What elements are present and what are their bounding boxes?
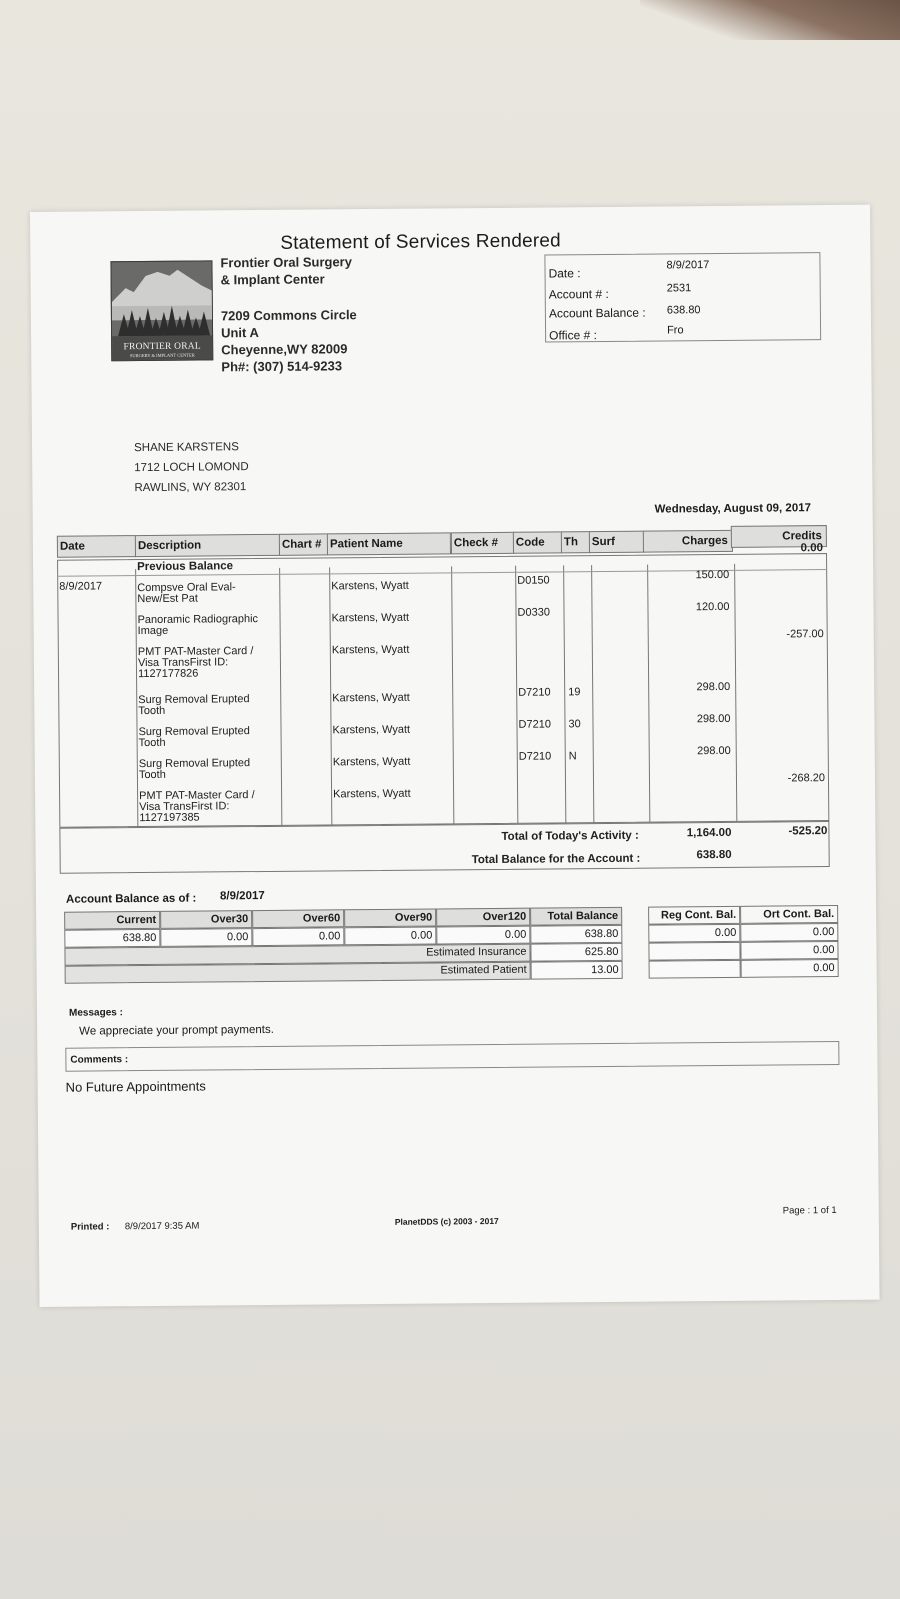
aging-header-total-balance: Total Balance bbox=[530, 907, 622, 926]
header-credits: Credits bbox=[731, 525, 827, 548]
row-code: D0330 bbox=[517, 606, 550, 619]
row-description: Visa TransFirst ID: bbox=[137, 656, 229, 670]
clinic-unit: Unit A bbox=[220, 325, 259, 341]
row-description: Surg Removal Erupted bbox=[138, 693, 250, 707]
row-tooth: 30 bbox=[568, 718, 581, 731]
aging-header-over30: Over30 bbox=[160, 910, 252, 929]
logo-subtext: SURGERY & IMPLANT CENTER bbox=[129, 352, 195, 359]
account-info-box bbox=[544, 252, 821, 342]
aging-header-over120: Over120 bbox=[436, 908, 530, 927]
row-code: D7210 bbox=[518, 750, 552, 763]
statement-date: Wednesday, August 09, 2017 bbox=[654, 502, 812, 516]
account-value: 2531 bbox=[666, 282, 692, 295]
row-patient-name: Karstens, Wyatt bbox=[332, 723, 411, 737]
balance-value: 638.80 bbox=[666, 304, 701, 317]
date-label: Date : bbox=[548, 266, 581, 281]
row-charges: 150.00 bbox=[695, 568, 730, 582]
header-code: Code bbox=[513, 531, 563, 553]
reg-cont-header: Reg Cont. Bal. bbox=[648, 906, 740, 925]
row-code: D0150 bbox=[517, 574, 550, 587]
patient-street: 1712 LOCH LOMOND bbox=[134, 461, 249, 475]
row-description: Surg Removal Erupted bbox=[138, 757, 251, 771]
row-description: New/Est Pat bbox=[137, 592, 198, 606]
aging-over90: 0.00 bbox=[344, 926, 436, 945]
row-description: PMT PAT-Master Card / bbox=[139, 789, 255, 803]
header-th: Th bbox=[561, 531, 591, 553]
aging-header-over90: Over90 bbox=[344, 908, 436, 927]
header-chart: Chart # bbox=[279, 533, 329, 555]
aging-header-over60: Over60 bbox=[252, 909, 344, 928]
est-patient-value: 13.00 bbox=[531, 961, 623, 980]
row-description: Tooth bbox=[138, 736, 166, 750]
previous-balance-label: Previous Balance bbox=[137, 560, 234, 574]
row-tooth: 19 bbox=[568, 686, 581, 699]
row-credits: -268.20 bbox=[787, 772, 826, 785]
row-patient-name: Karstens, Wyatt bbox=[331, 643, 410, 657]
statement-page bbox=[30, 205, 880, 1307]
header-charges: Charges bbox=[643, 530, 733, 553]
transactions-table bbox=[57, 523, 828, 867]
total-activity-charges: 1,164.00 bbox=[686, 826, 732, 840]
patient-city: RAWLINS, WY 82301 bbox=[134, 481, 247, 495]
previous-balance-value: 0.00 bbox=[800, 542, 824, 555]
ort-cont-extra-2: 0.00 bbox=[741, 959, 839, 978]
header-description: Description bbox=[135, 534, 281, 557]
office-label: Office # : bbox=[549, 328, 597, 343]
row-credits: -257.00 bbox=[786, 628, 824, 641]
est-insurance-value: 625.80 bbox=[530, 943, 622, 962]
row-code: D7210 bbox=[518, 718, 551, 731]
printed-value: 8/9/2017 9:35 AM bbox=[124, 1220, 200, 1233]
comments-box: Comments : bbox=[65, 1041, 839, 1072]
total-balance-label: Total Balance for the Account : bbox=[471, 852, 641, 867]
printed-label: Printed : bbox=[70, 1221, 110, 1233]
page-number: Page : 1 of 1 bbox=[782, 1204, 837, 1217]
aging-over60: 0.00 bbox=[252, 927, 344, 946]
date-value: 8/9/2017 bbox=[666, 259, 710, 272]
row-description: 1127197385 bbox=[139, 811, 200, 825]
clinic-logo bbox=[110, 260, 213, 361]
row-code: D7210 bbox=[518, 686, 551, 699]
software-credit: PlanetDDS (c) 2003 - 2017 bbox=[394, 1215, 499, 1227]
row-description: Panoramic Radiographic bbox=[137, 613, 259, 627]
desk-background bbox=[640, 0, 900, 40]
row-description: Tooth bbox=[138, 704, 166, 718]
aging-total-balance: 638.80 bbox=[530, 925, 622, 944]
logo-text: FRONTIER ORAL bbox=[123, 341, 201, 353]
header-date: Date bbox=[57, 535, 137, 558]
est-insurance-label: Estimated Insurance bbox=[426, 945, 527, 959]
row-patient-name: Karstens, Wyatt bbox=[333, 787, 411, 801]
statement-title: Statement of Services Rendered bbox=[280, 230, 561, 254]
row-description: Compsve Oral Eval- bbox=[137, 581, 236, 595]
aging-label: Account Balance as of : bbox=[65, 892, 197, 906]
table-header bbox=[57, 523, 827, 556]
total-balance-value: 638.80 bbox=[696, 848, 732, 862]
messages-label: Messages : bbox=[68, 1007, 123, 1019]
reg-cont-value: 0.00 bbox=[648, 924, 740, 943]
row-charges: 298.00 bbox=[697, 744, 731, 758]
row-patient-name: Karstens, Wyatt bbox=[332, 691, 410, 705]
aging-date: 8/9/2017 bbox=[219, 889, 265, 903]
aging-header-current: Current bbox=[64, 911, 160, 930]
clinic-street: 7209 Commons Circle bbox=[220, 307, 357, 324]
appointments-text: No Future Appointments bbox=[65, 1078, 206, 1095]
row-description: Image bbox=[137, 624, 169, 638]
header-surf: Surf bbox=[589, 531, 645, 553]
total-activity-label: Total of Today's Activity : bbox=[501, 829, 639, 843]
row-tooth: N bbox=[568, 750, 577, 763]
row-charges: 120.00 bbox=[695, 600, 730, 614]
row-charges: 298.00 bbox=[696, 712, 731, 726]
header-patient: Patient Name bbox=[327, 532, 451, 555]
total-activity-credits: -525.20 bbox=[788, 825, 828, 838]
row-date: 8/9/2017 bbox=[59, 580, 103, 593]
est-patient-label: Estimated Patient bbox=[440, 963, 527, 977]
aging-current: 638.80 bbox=[64, 929, 160, 948]
row-description: PMT PAT-Master Card / bbox=[137, 645, 254, 659]
clinic-phone: Ph#: (307) 514-9233 bbox=[221, 358, 343, 375]
row-description: Surg Removal Erupted bbox=[138, 725, 250, 739]
row-description: 1127177826 bbox=[137, 667, 199, 681]
row-patient-name: Karstens, Wyatt bbox=[331, 611, 410, 625]
patient-name: SHANE KARSTENS bbox=[134, 441, 239, 455]
clinic-city: Cheyenne,WY 82009 bbox=[221, 341, 348, 358]
header-check: Check # bbox=[451, 532, 515, 555]
ort-cont-extra-1: 0.00 bbox=[740, 941, 838, 960]
row-description: Tooth bbox=[138, 768, 166, 782]
aging-over120: 0.00 bbox=[436, 926, 530, 945]
aging-over30: 0.00 bbox=[160, 928, 252, 947]
row-patient-name: Karstens, Wyatt bbox=[332, 755, 411, 769]
row-patient-name: Karstens, Wyatt bbox=[331, 579, 409, 593]
balance-label: Account Balance : bbox=[548, 305, 646, 321]
aging-section bbox=[64, 887, 838, 977]
ort-cont-value: 0.00 bbox=[740, 923, 838, 942]
ort-cont-header: Ort Cont. Bal. bbox=[740, 905, 838, 924]
row-charges: 298.00 bbox=[696, 680, 731, 694]
clinic-name-line2: & Implant Center bbox=[220, 271, 325, 288]
row-description: Visa TransFirst ID: bbox=[139, 800, 230, 814]
messages-text: We appreciate your prompt payments. bbox=[79, 1023, 274, 1038]
clinic-name-line1: Frontier Oral Surgery bbox=[220, 254, 352, 271]
office-value: Fro bbox=[667, 324, 684, 337]
account-label: Account # : bbox=[548, 286, 609, 302]
